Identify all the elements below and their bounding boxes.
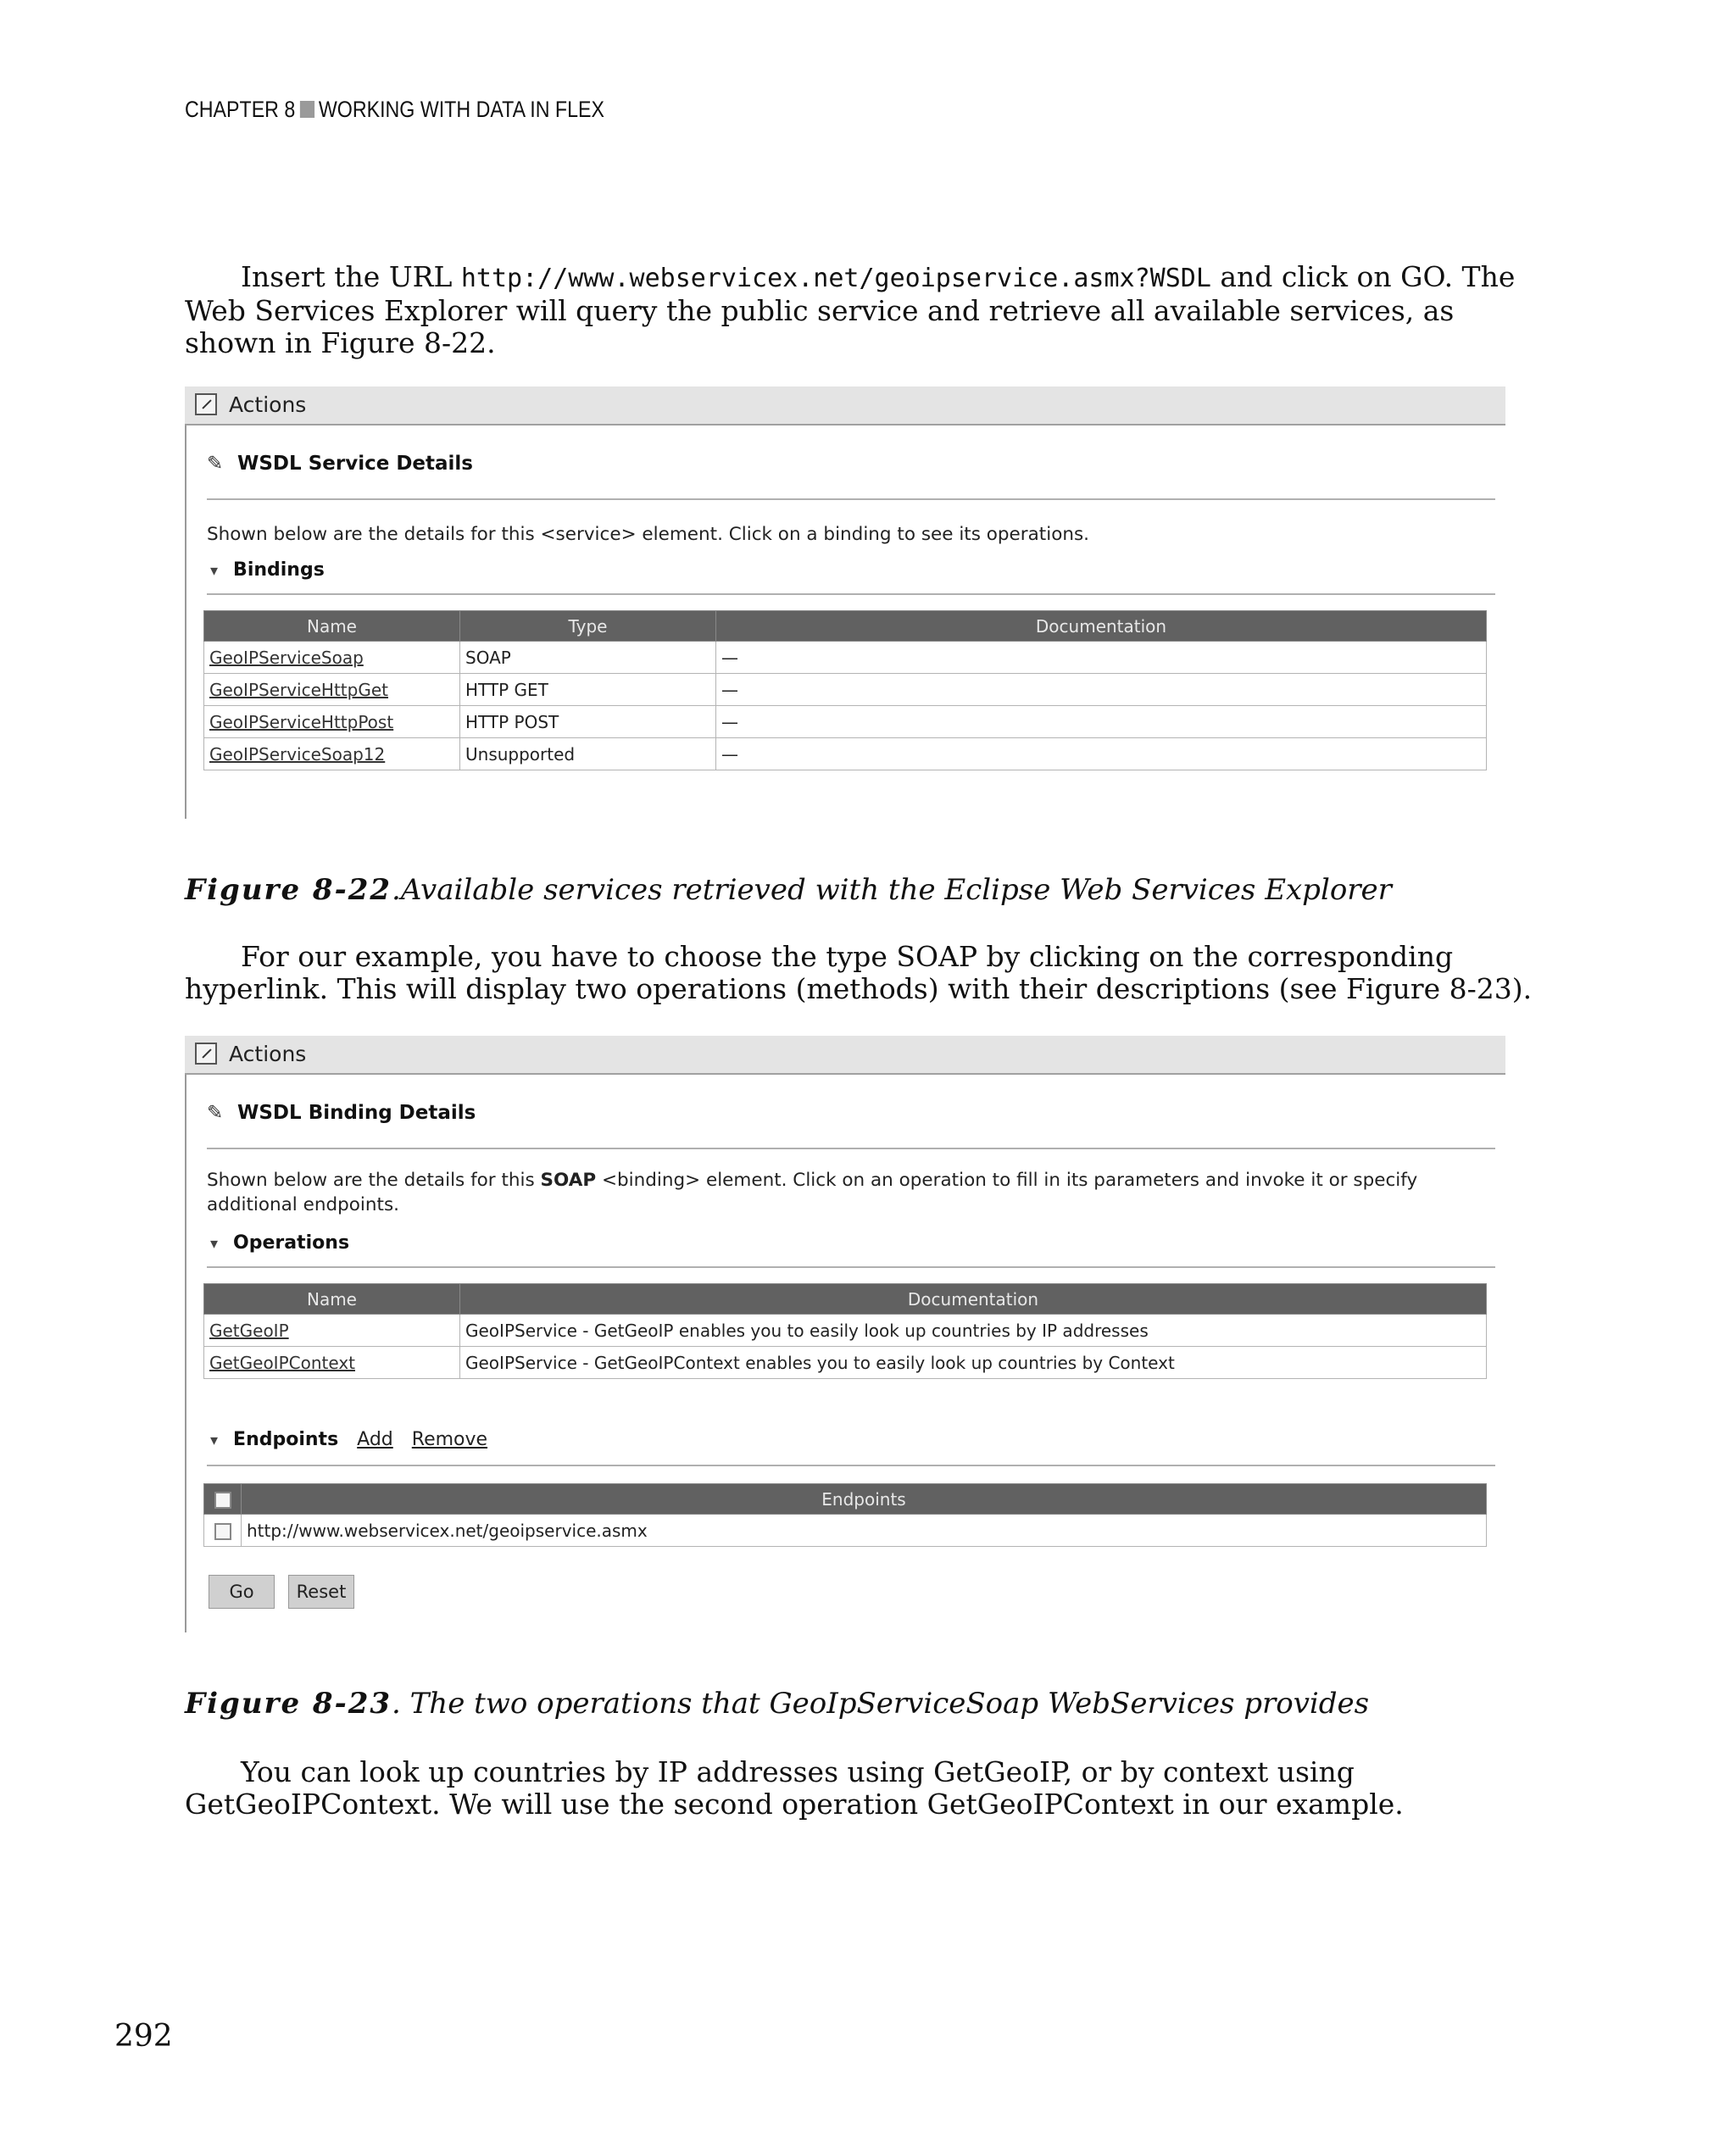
- paragraph-lookup-countries: You can look up countries by IP addresses using GetGeoIP, or by context using GetGeoIPContext. We will use the second operation GetGeoIPContext in our example.: [185, 1755, 1404, 1821]
- reset-button[interactable]: Reset: [288, 1575, 354, 1609]
- bindings-section-header[interactable]: ▾ Bindings: [210, 559, 325, 581]
- page-number: 292: [114, 2019, 173, 2054]
- collapse-triangle-icon[interactable]: ▾: [210, 1235, 219, 1253]
- binding-description: Shown below are the details for this SOAP <binding> element. Click on an operation to fill in its parameters and invoke it or specify additional endpoints.: [207, 1170, 1418, 1215]
- column-header-name: Name: [204, 1284, 460, 1315]
- bindings-table: [203, 610, 1487, 770]
- column-header-type: Type: [460, 611, 716, 642]
- actions-label: Actions: [229, 392, 307, 417]
- actions-bar: [185, 386, 1505, 425]
- table-row: [204, 1515, 1487, 1547]
- go-button[interactable]: Go: [209, 1575, 275, 1609]
- column-header-endpoints: Endpoints: [242, 1484, 1487, 1515]
- running-header: [185, 97, 604, 123]
- operation-link[interactable]: GetGeoIPContext: [204, 1347, 460, 1379]
- table-row: GeoIPServiceHttpGet HTTP GET —: [204, 674, 1487, 706]
- chapter-label: CHAPTER 8: [185, 97, 296, 122]
- wsdl-binding-details-title: ✎ WSDL Binding Details: [207, 1102, 476, 1124]
- collapse-triangle-icon[interactable]: ▾: [210, 562, 219, 580]
- table-row: GeoIPServiceSoap SOAP —: [204, 642, 1487, 674]
- chapter-title: WORKING WITH DATA IN FLEX: [318, 97, 604, 122]
- operations-table: [203, 1283, 1487, 1379]
- figure-8-23-caption: Figure 8-23. The two operations that GeoIpServiceSoap WebServices provides: [185, 1687, 1370, 1721]
- add-endpoint-link[interactable]: Add: [357, 1429, 393, 1450]
- table-row: GeoIPServiceHttpPost HTTP POST —: [204, 706, 1487, 738]
- figure-8-22-caption: Figure 8-22.Available services retrieved with the Eclipse Web Services Explorer: [185, 873, 1392, 907]
- operation-link[interactable]: GetGeoIP: [204, 1315, 460, 1347]
- endpoint-url: http://www.webservicex.net/geoipservice.asmx: [242, 1515, 1487, 1547]
- actions-bar: [185, 1036, 1505, 1075]
- paragraph-choose-soap: For our example, you have to choose the type SOAP by clicking on the corresponding hyperlink. This will display two operations (methods) with their descriptions (see Figure 8-23).: [185, 940, 1533, 1005]
- separator-square-icon: [299, 101, 314, 118]
- collapse-triangle-icon[interactable]: ▾: [210, 1432, 219, 1449]
- wand-icon: ✎: [207, 1102, 224, 1124]
- table-row: GeoIPServiceSoap12 Unsupported —: [204, 738, 1487, 770]
- figure-8-23-screenshot: [185, 1036, 1505, 1632]
- paragraph-insert-url: Insert the URL http://www.webservicex.net/geoipservice.asmx?WSDL and click on GO. The Web Services Explorer will query the public service and retrieve all available services, as shown in Figure 8-22.: [185, 260, 1516, 359]
- figure-8-22-screenshot: [185, 386, 1505, 819]
- actions-label: Actions: [229, 1042, 307, 1066]
- table-row: GetGeoIP GeoIPService - GetGeoIP enables you to easily look up countries by IP addresses: [204, 1315, 1487, 1347]
- endpoints-section-header[interactable]: ▾ Endpoints Add Remove: [210, 1429, 488, 1450]
- column-header-name: Name: [204, 611, 460, 642]
- operations-section-header[interactable]: ▾ Operations: [210, 1232, 350, 1254]
- column-header-documentation: Documentation: [716, 611, 1487, 642]
- endpoints-table: [203, 1483, 1487, 1547]
- select-all-checkbox[interactable]: [214, 1492, 231, 1509]
- wsdl-url: http://www.webservicex.net/geoipservice.asmx?WSDL: [460, 264, 1211, 293]
- service-description: Shown below are the details for this <service> element. Click on a binding to see its operations.: [207, 524, 1090, 545]
- endpoint-checkbox[interactable]: [214, 1523, 231, 1540]
- table-row: GetGeoIPContext GeoIPService - GetGeoIPContext enables you to easily look up countries by Context: [204, 1347, 1487, 1379]
- wand-icon: ✎: [207, 453, 224, 475]
- column-header-documentation: Documentation: [460, 1284, 1487, 1315]
- binding-link[interactable]: GeoIPServiceSoap12: [204, 738, 460, 770]
- binding-link[interactable]: GeoIPServiceSoap: [204, 642, 460, 674]
- actions-icon[interactable]: [195, 1043, 217, 1065]
- actions-icon[interactable]: [195, 393, 217, 415]
- binding-link[interactable]: GeoIPServiceHttpGet: [204, 674, 460, 706]
- wsdl-service-details-title: ✎ WSDL Service Details: [207, 453, 473, 475]
- remove-endpoint-link[interactable]: Remove: [411, 1429, 488, 1450]
- binding-link[interactable]: GeoIPServiceHttpPost: [204, 706, 460, 738]
